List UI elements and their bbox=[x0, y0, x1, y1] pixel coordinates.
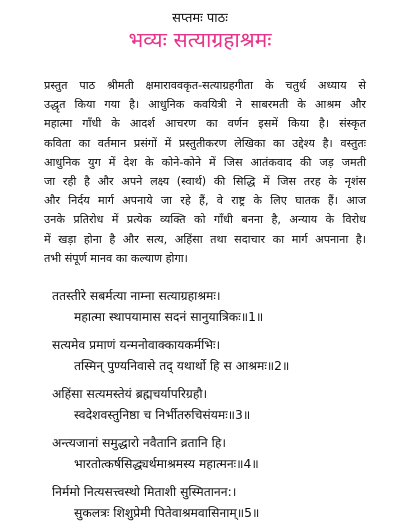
intro-line: और निर्दय मार्ग अपनाये जा रहे हैं, वे राष्ट्र के लिए घातक हैं। आज bbox=[44, 194, 366, 208]
intro-line: उद्धृत किया गया है। आधुनिक कवयित्री ने साबरमती के आश्रम और bbox=[44, 98, 366, 112]
verse-line: अहिंसा सत्यमस्तेयं ब्रह्मचर्यापरिग्रहौ। bbox=[52, 387, 208, 401]
verse-line: ततस्तीरे सबर्मत्या नाम्ना सत्याग्रहाश्रमः। bbox=[52, 289, 221, 303]
verse-1 bbox=[52, 286, 372, 328]
verse-line: तस्मिन् पुण्यनिवासे तद् यथार्थो हि स आश्रमः॥2॥ bbox=[74, 359, 290, 373]
intro-line: कविता का वर्तमान प्रसंगों में प्रस्तुतीकरण लेखिका का उद्देश्य है। वस्तुतः bbox=[44, 136, 366, 150]
intro-line: प्रस्तुत पाठ श्रीमती क्षमाराववकृत-सत्याग्रहगीता के चतुर्थ अध्याय से bbox=[44, 79, 366, 92]
verse-line: सुकलत्रः शिशुप्रेमी पितेवाश्रमवासिनाम्॥5॥ bbox=[74, 506, 260, 520]
verse-line: निर्ममो नित्यसत्त्वस्थो मिताशी सुस्मितानन:। bbox=[52, 485, 237, 499]
verse-3 bbox=[52, 384, 372, 426]
intro-line: तभी संपूर्ण मानव का कल्याण होगा। bbox=[44, 251, 188, 265]
intro-line: उनके प्रतिरोध में प्रत्येक व्यक्ति को गाँधी बनना है, अन्याय के विरोध bbox=[44, 213, 366, 227]
intro-line: महात्मा गाँधी के आदर्श आचरण का वर्णन इसमें किया है। संस्कृत bbox=[44, 117, 366, 131]
verse-line: भारतोत्कर्षसिद्ध्यर्थमाश्रमस्य महात्मनः॥4॥ bbox=[74, 457, 259, 471]
intro-line: में खड़ा होना है और सत्य, अहिंसा तथा सदाचार का मार्ग अपनाना है। bbox=[44, 232, 366, 246]
verse-5 bbox=[52, 482, 372, 524]
intro-paragraph bbox=[44, 76, 366, 268]
verse-2 bbox=[52, 335, 372, 377]
verse-line: अन्त्यजानां समुद्धारो नवैतानि व्रतानि हि। bbox=[52, 436, 227, 450]
chapter-title: भव्यः सत्याग्रहाश्रमः bbox=[128, 28, 272, 52]
verse-4 bbox=[52, 433, 372, 475]
intro-line: जा रही है और अपने लक्ष्य (स्वार्थ) की सिद्धि में जिस तरह के नृशंस bbox=[44, 175, 366, 189]
verse-line: महात्मा स्थापयामास सदनं सानुयात्रिकः॥1॥ bbox=[74, 310, 264, 324]
intro-line: आधुनिक युग में देश के कोने-कोने में जिस आतंकवाद की जड़ जमती bbox=[44, 155, 366, 169]
lesson-label: सप्तमः पाठः bbox=[172, 11, 228, 26]
verse-line: स्वदेशवस्तुनिष्ठा च निर्भीतरुचिसंयमः॥3॥ bbox=[74, 408, 251, 422]
verse-list bbox=[52, 286, 372, 531]
verse-line: सत्यमेव प्रमाणं यन्मनोवाक्कायकर्मभिः। bbox=[52, 338, 221, 352]
